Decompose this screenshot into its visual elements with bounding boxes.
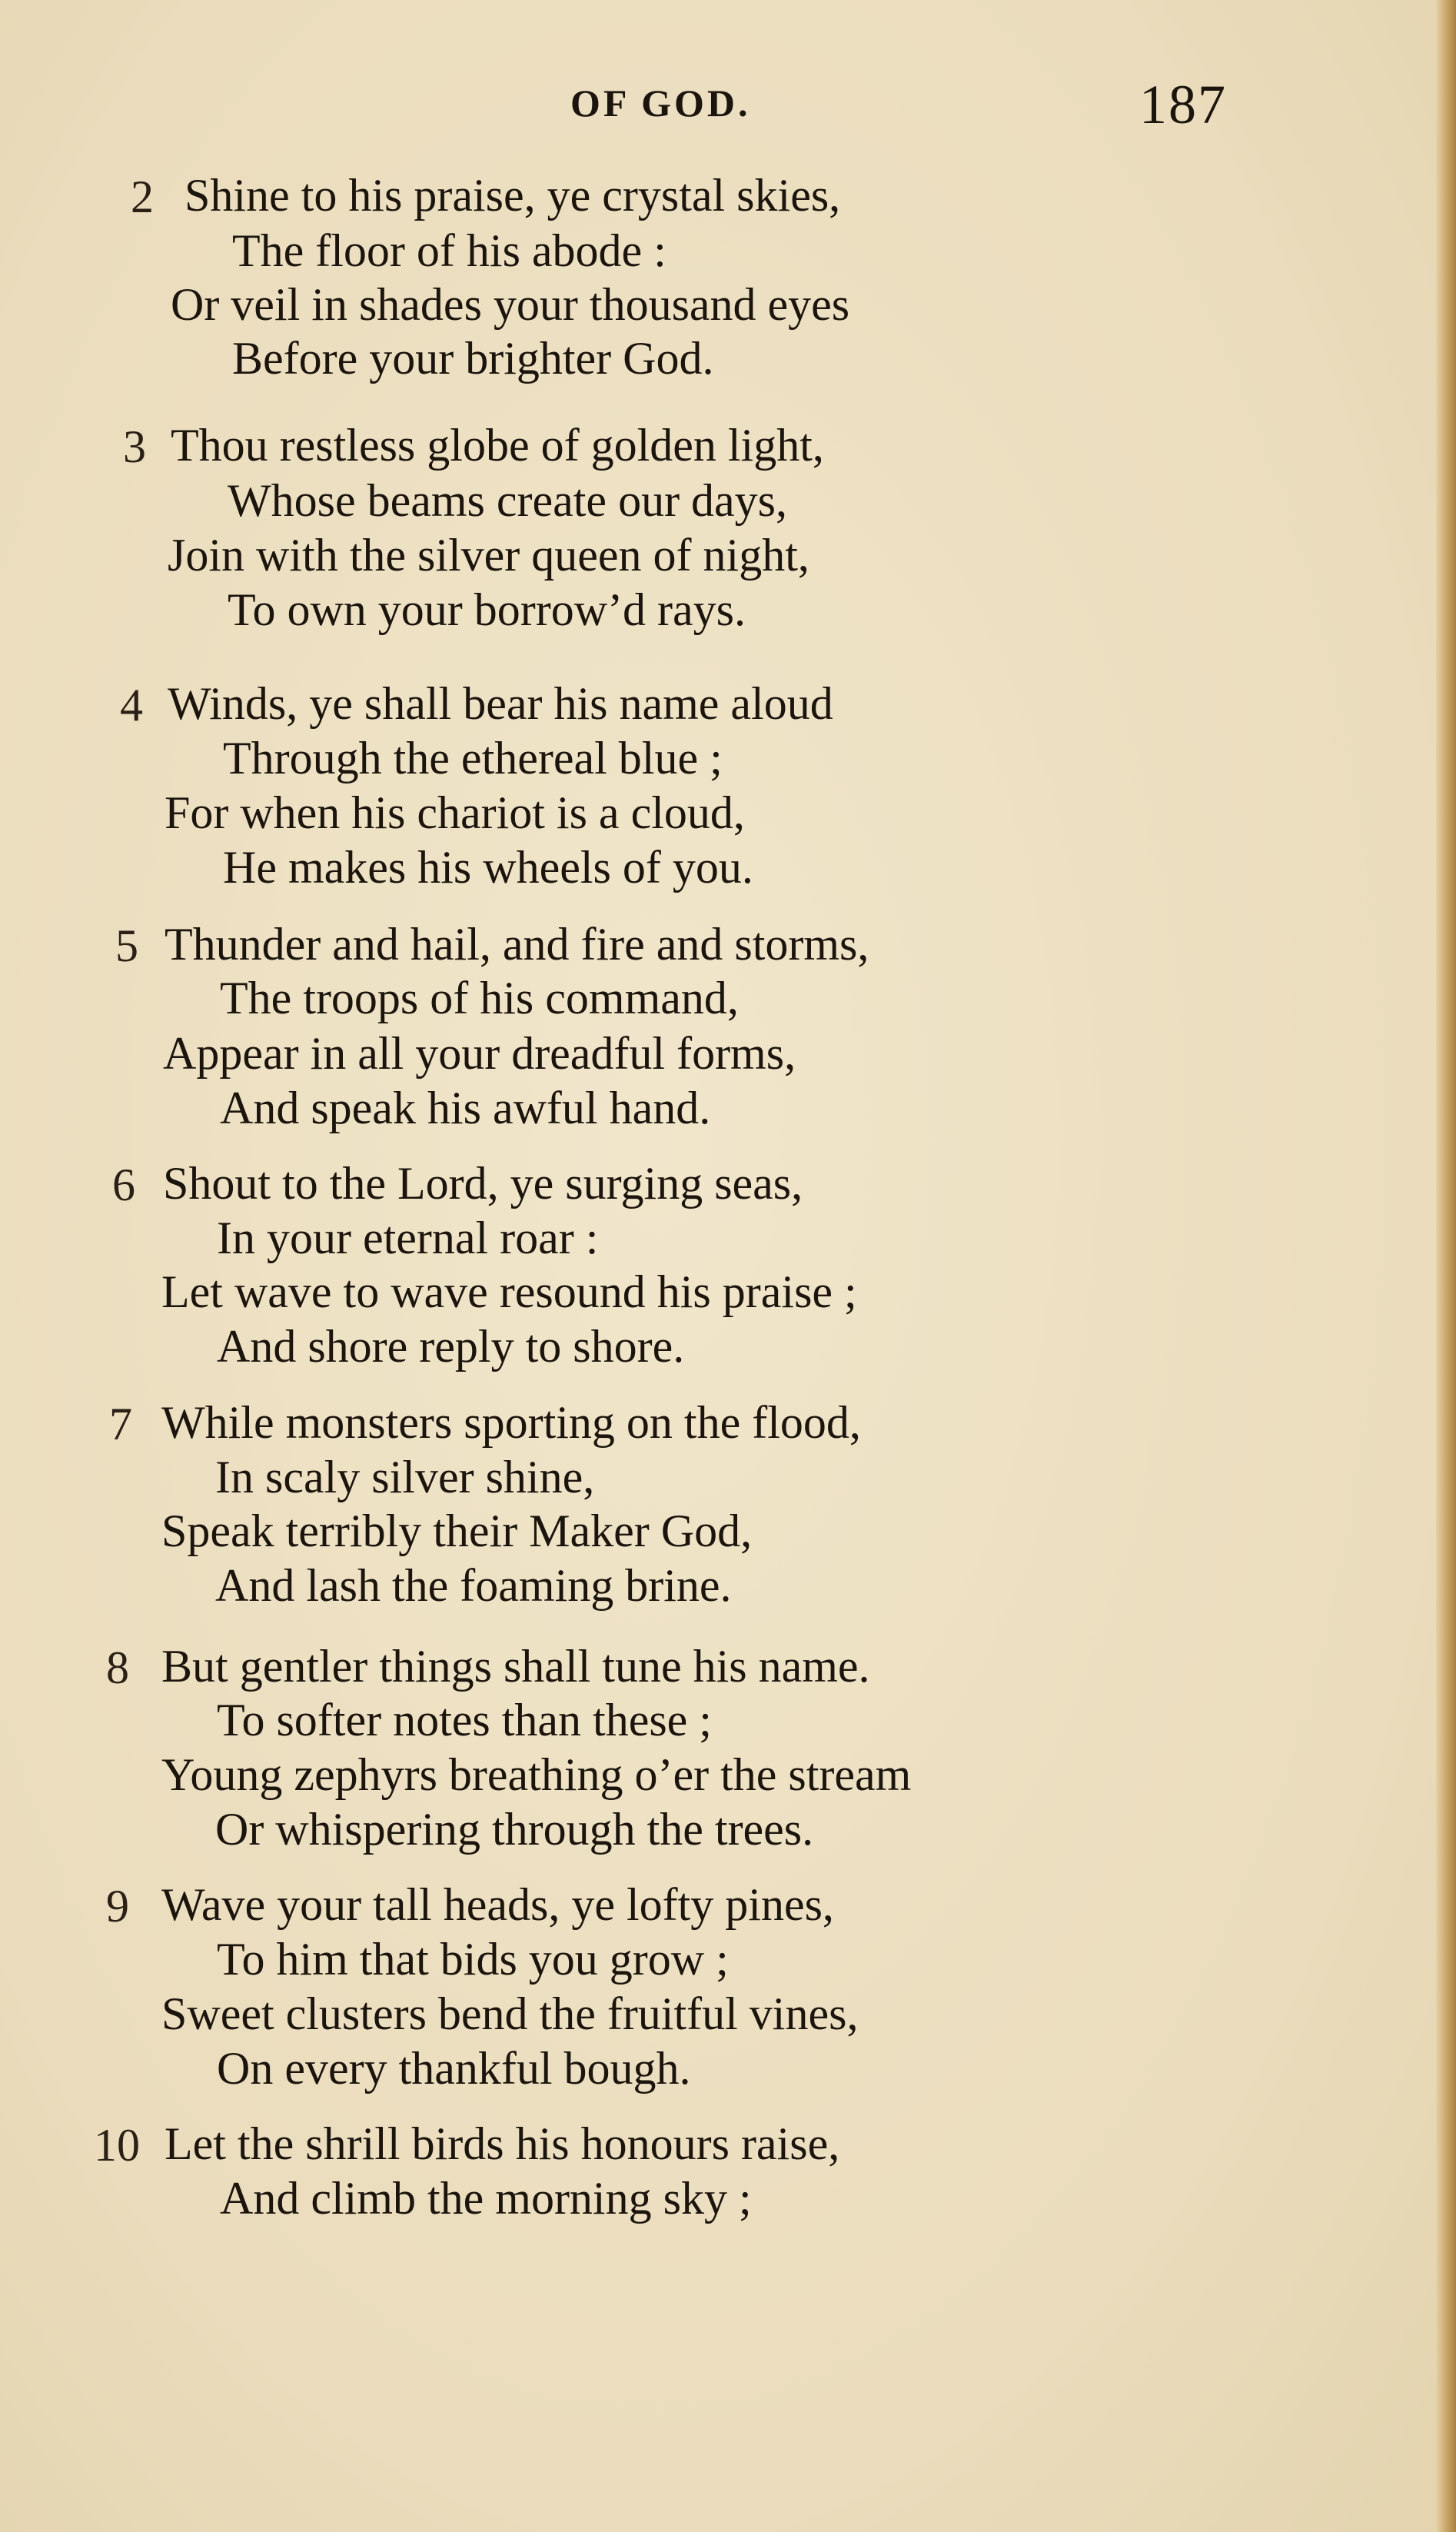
verse-line: Join with the silver queen of night, [168, 530, 809, 581]
verse-line: For when his chariot is a cloud, [165, 787, 745, 838]
verse-line: Thou restless globe of golden light, [171, 420, 824, 471]
verse-line: On every thankful bough. [217, 2043, 691, 2094]
stanza-number: 7 [109, 1399, 132, 1449]
stanza-number: 4 [120, 680, 143, 730]
verse-line: To own your borrow’d rays. [228, 584, 746, 635]
verse-line: Let the shrill birds his honours raise, [165, 2118, 840, 2169]
stanza-number: 9 [106, 1881, 129, 1931]
verse-line: To softer notes than these ; [217, 1695, 712, 1745]
verse-line: In scaly silver shine, [215, 1452, 595, 1502]
verse-line: To him that bids you grow ; [217, 1934, 729, 1985]
verse-line: Wave your tall heads, ye lofty pines, [161, 1879, 834, 1930]
verse-line: Whose beams create our days, [228, 475, 788, 526]
verse-line: Young zephyrs breathing o’er the stream [161, 1749, 912, 1800]
page-number: 187 [1139, 74, 1227, 135]
verse-line: Shine to his praise, ye crystal skies, [184, 170, 841, 221]
stanza-number: 10 [94, 2120, 140, 2171]
verse-line: And shore reply to shore. [217, 1321, 685, 1372]
stanza-number: 5 [115, 920, 138, 971]
verse-line: And speak his awful hand. [220, 1083, 711, 1133]
verse-line: And lash the foaming brine. [215, 1560, 732, 1611]
verse-line: Before your brighter God. [232, 333, 714, 384]
verse-line: Let wave to wave resound his praise ; [161, 1266, 857, 1317]
page-edge [1436, 0, 1456, 2532]
stanza-number: 6 [112, 1160, 135, 1210]
verse-line: And climb the morning sky ; [220, 2173, 752, 2224]
verse-line: He makes his wheels of you. [223, 842, 753, 893]
verse-line: But gentler things shall tune his name. [161, 1641, 870, 1692]
verse-line: Or whispering through the trees. [215, 1804, 814, 1855]
stanza-number: 2 [131, 171, 154, 222]
running-title: OF GOD. [570, 82, 751, 125]
verse-line: Appear in all your dreadful forms, [163, 1028, 796, 1079]
verse-line: Thunder and hail, and fire and storms, [165, 919, 869, 970]
verse-line: Or veil in shades your thousand eyes [171, 279, 850, 330]
verse-line: Winds, ye shall bear his name aloud [168, 678, 833, 729]
verse-line: Through the ethereal blue ; [223, 733, 723, 784]
stanza-number: 3 [123, 421, 146, 472]
verse-line: While monsters sporting on the flood, [161, 1397, 861, 1448]
verse-line: Speak terribly their Maker God, [161, 1506, 753, 1556]
stanza-number: 8 [106, 1642, 129, 1693]
verse-line: The floor of his abode : [232, 225, 667, 276]
verse-line: Shout to the Lord, ye surging seas, [163, 1158, 803, 1209]
verse-line: In your eternal roar : [217, 1213, 599, 1263]
verse-line: Sweet clusters bend the fruitful vines, [161, 1988, 859, 2039]
verse-line: The troops of his command, [220, 973, 739, 1023]
